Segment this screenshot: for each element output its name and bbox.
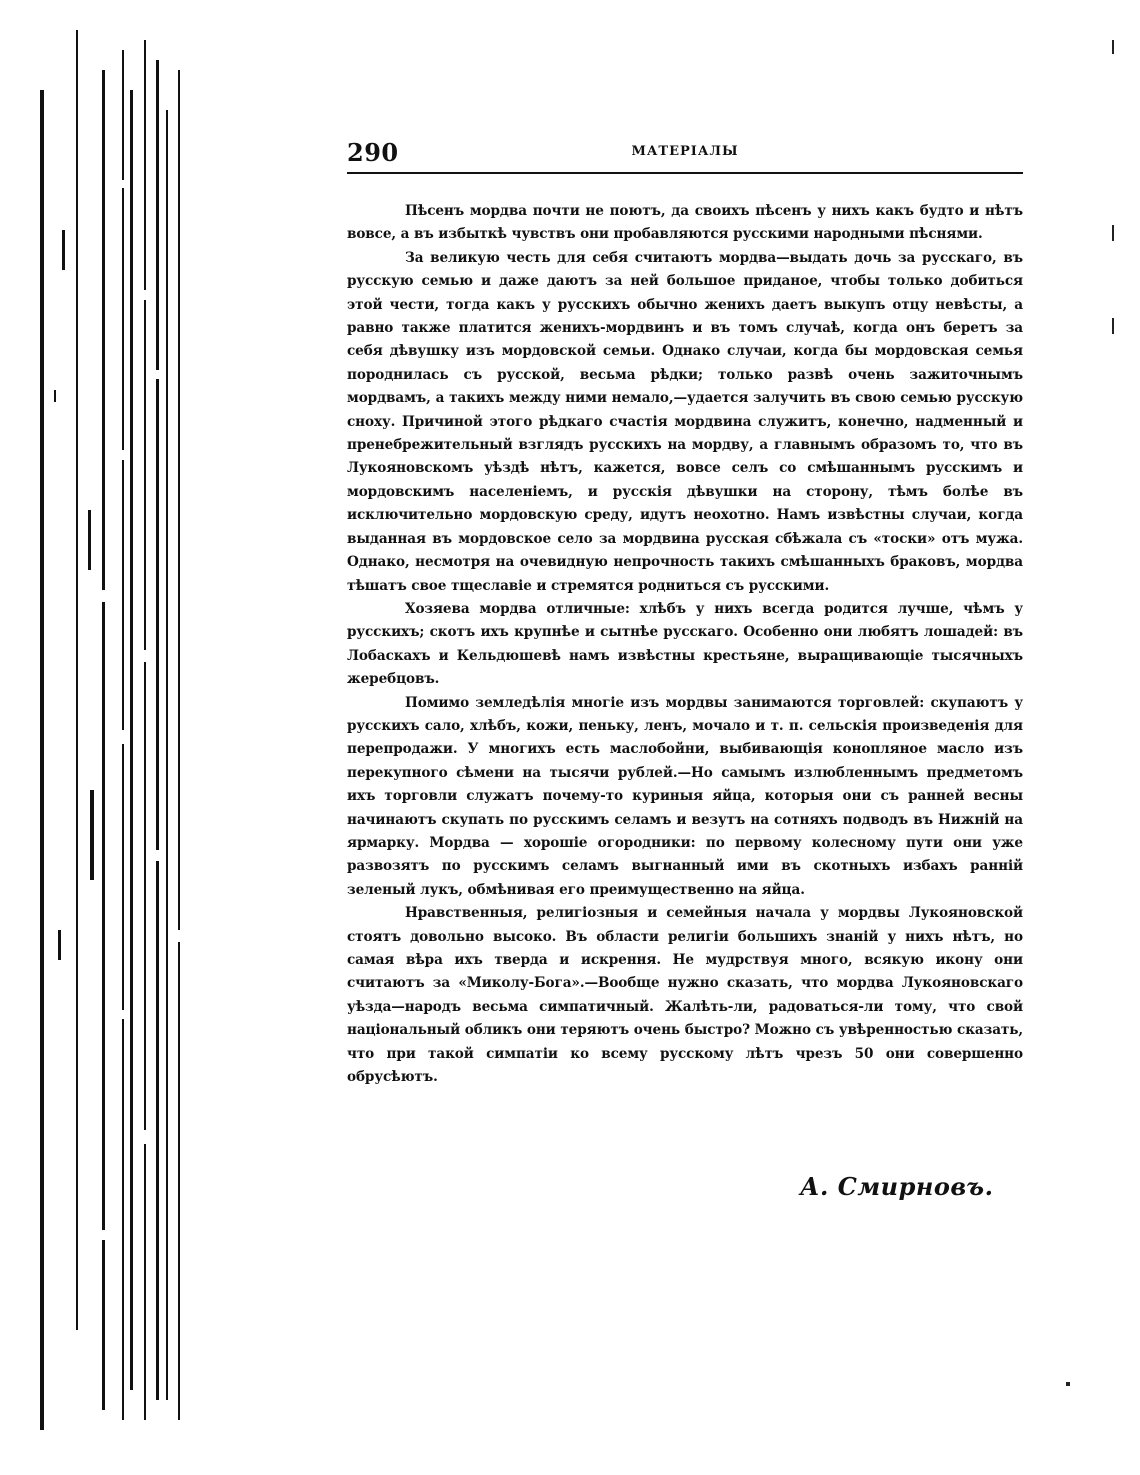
header-rule (347, 172, 1023, 174)
paragraph: Нравственныя, религіозныя и семейныя начала у мордвы Лукояновской стоятъ довольно высоко. Въ области религіи большихъ знаній у нихъ нѣтъ, но самая вѣра ихъ тверда и искрення. Не мудрствуя много, всякую икону они считаютъ за «Миколу-Бога».—Вообще нужно сказать, что мордва Лукояновскаго уѣзда—народъ весьма симпатичный. Жалѣть-ли, радоваться-ли тому, что свой національный обликъ они теряютъ очень быстро? Можно съ увѣренностью сказать, что при такой симпатіи ко всему русскому лѣтъ чрезъ 50 они совершенно обрусѣютъ. (347, 905, 1023, 1086)
scan-speck (1112, 40, 1114, 54)
scan-speck (1112, 318, 1114, 334)
author-signature: А. Смирновъ. (800, 1172, 994, 1201)
running-title: МАТЕРІАЛЫ (631, 144, 739, 159)
paragraph: Пѣсенъ мордва почти не поютъ, да своихъ пѣсенъ у нихъ какъ будто и нѣтъ вовсе, а въ избыткѣ чувствъ они пробавляются русскими народными пѣснями. (347, 203, 1023, 243)
scan-speck (1066, 1382, 1070, 1386)
page-header (347, 138, 1023, 168)
article-body (347, 200, 1023, 1089)
paragraph: Хозяева мордва отличные: хлѣбъ у нихъ всегда родится лучше, чѣмъ у русскихъ; скотъ ихъ крупнѣе и сытнѣе русскаго. Особенно они любятъ лошадей: въ Лобаскахъ и Кельдюшевѣ намъ извѣстны крестьяне, выращивающіе тысячныхъ жеребцовъ. (347, 600, 1023, 688)
paragraph: Помимо земледѣлія многіе изъ мордвы занимаются торговлей: скупаютъ у русскихъ сало, хлѣбъ, кожи, пеньку, ленъ, мочало и т. п. сельскія произведенія для перепродажи. У многихъ есть маслобойни, выбивающія конопляное масло изъ перекупного сѣмени на тысячи рублей.—Но самымъ излюбленнымъ предметомъ ихъ торговли служатъ почему-то куриныя яйца, которыя они съ ранней весны начинаютъ скупать по русскимъ селамъ и везутъ на сотняхъ подводъ въ Нижній на ярмарку. Мордва — хорошіе огородники: по первому колесному пути они уже развозятъ по русскимъ селамъ выгнанный ими въ скотныхъ избахъ ранній зеленый лукъ, обмѣнивая его преимущественно на яйца. (347, 694, 1023, 898)
page-binding-shadow (18, 30, 208, 1430)
paragraph: За великую честь для себя считаютъ мордва—выдать дочь за русскаго, въ русскую семью и даже даютъ за ней большое приданое, чтобы только добиться этой чести, тогда какъ у русскихъ обычно женихъ даетъ выкупъ отцу невѣсты, а равно также платится женихъ-мордвинъ и въ томъ случаѣ, когда онъ беретъ за себя дѣвушку изъ мордовской семьи. Однако случаи, когда бы мордовская семья породнилась съ русской, весьма рѣдки; только развѣ очень зажиточнымъ мордвамъ, а такихъ между ними немало,—удается залучить въ свою семью русскую сноху. Причиной этого рѣдкаго счастія мордвина служитъ, конечно, надменный и пренебрежительный взглядъ русскихъ на мордву, а главнымъ образомъ то, что въ Лукояновскомъ уѣздѣ нѣтъ, кажется, вовсе селъ со смѣшаннымъ русскимъ и мордовскимъ населеніемъ, и русскія дѣвушки на сторону, тѣмъ болѣе въ исключительно мордовскую среду, идутъ неохотно. Намъ извѣстны случаи, когда выданная въ мордовское село за мордвина русская сбѣжала съ «тоски» отъ мужа. Однако, несмотря на очевидную непрочность такихъ смѣшанныхъ браковъ, мордва тѣшатъ свое тщеславіе и стремятся родниться съ русскими. (347, 249, 1023, 594)
page-number: 290 (347, 138, 399, 167)
scan-speck (1112, 225, 1114, 241)
